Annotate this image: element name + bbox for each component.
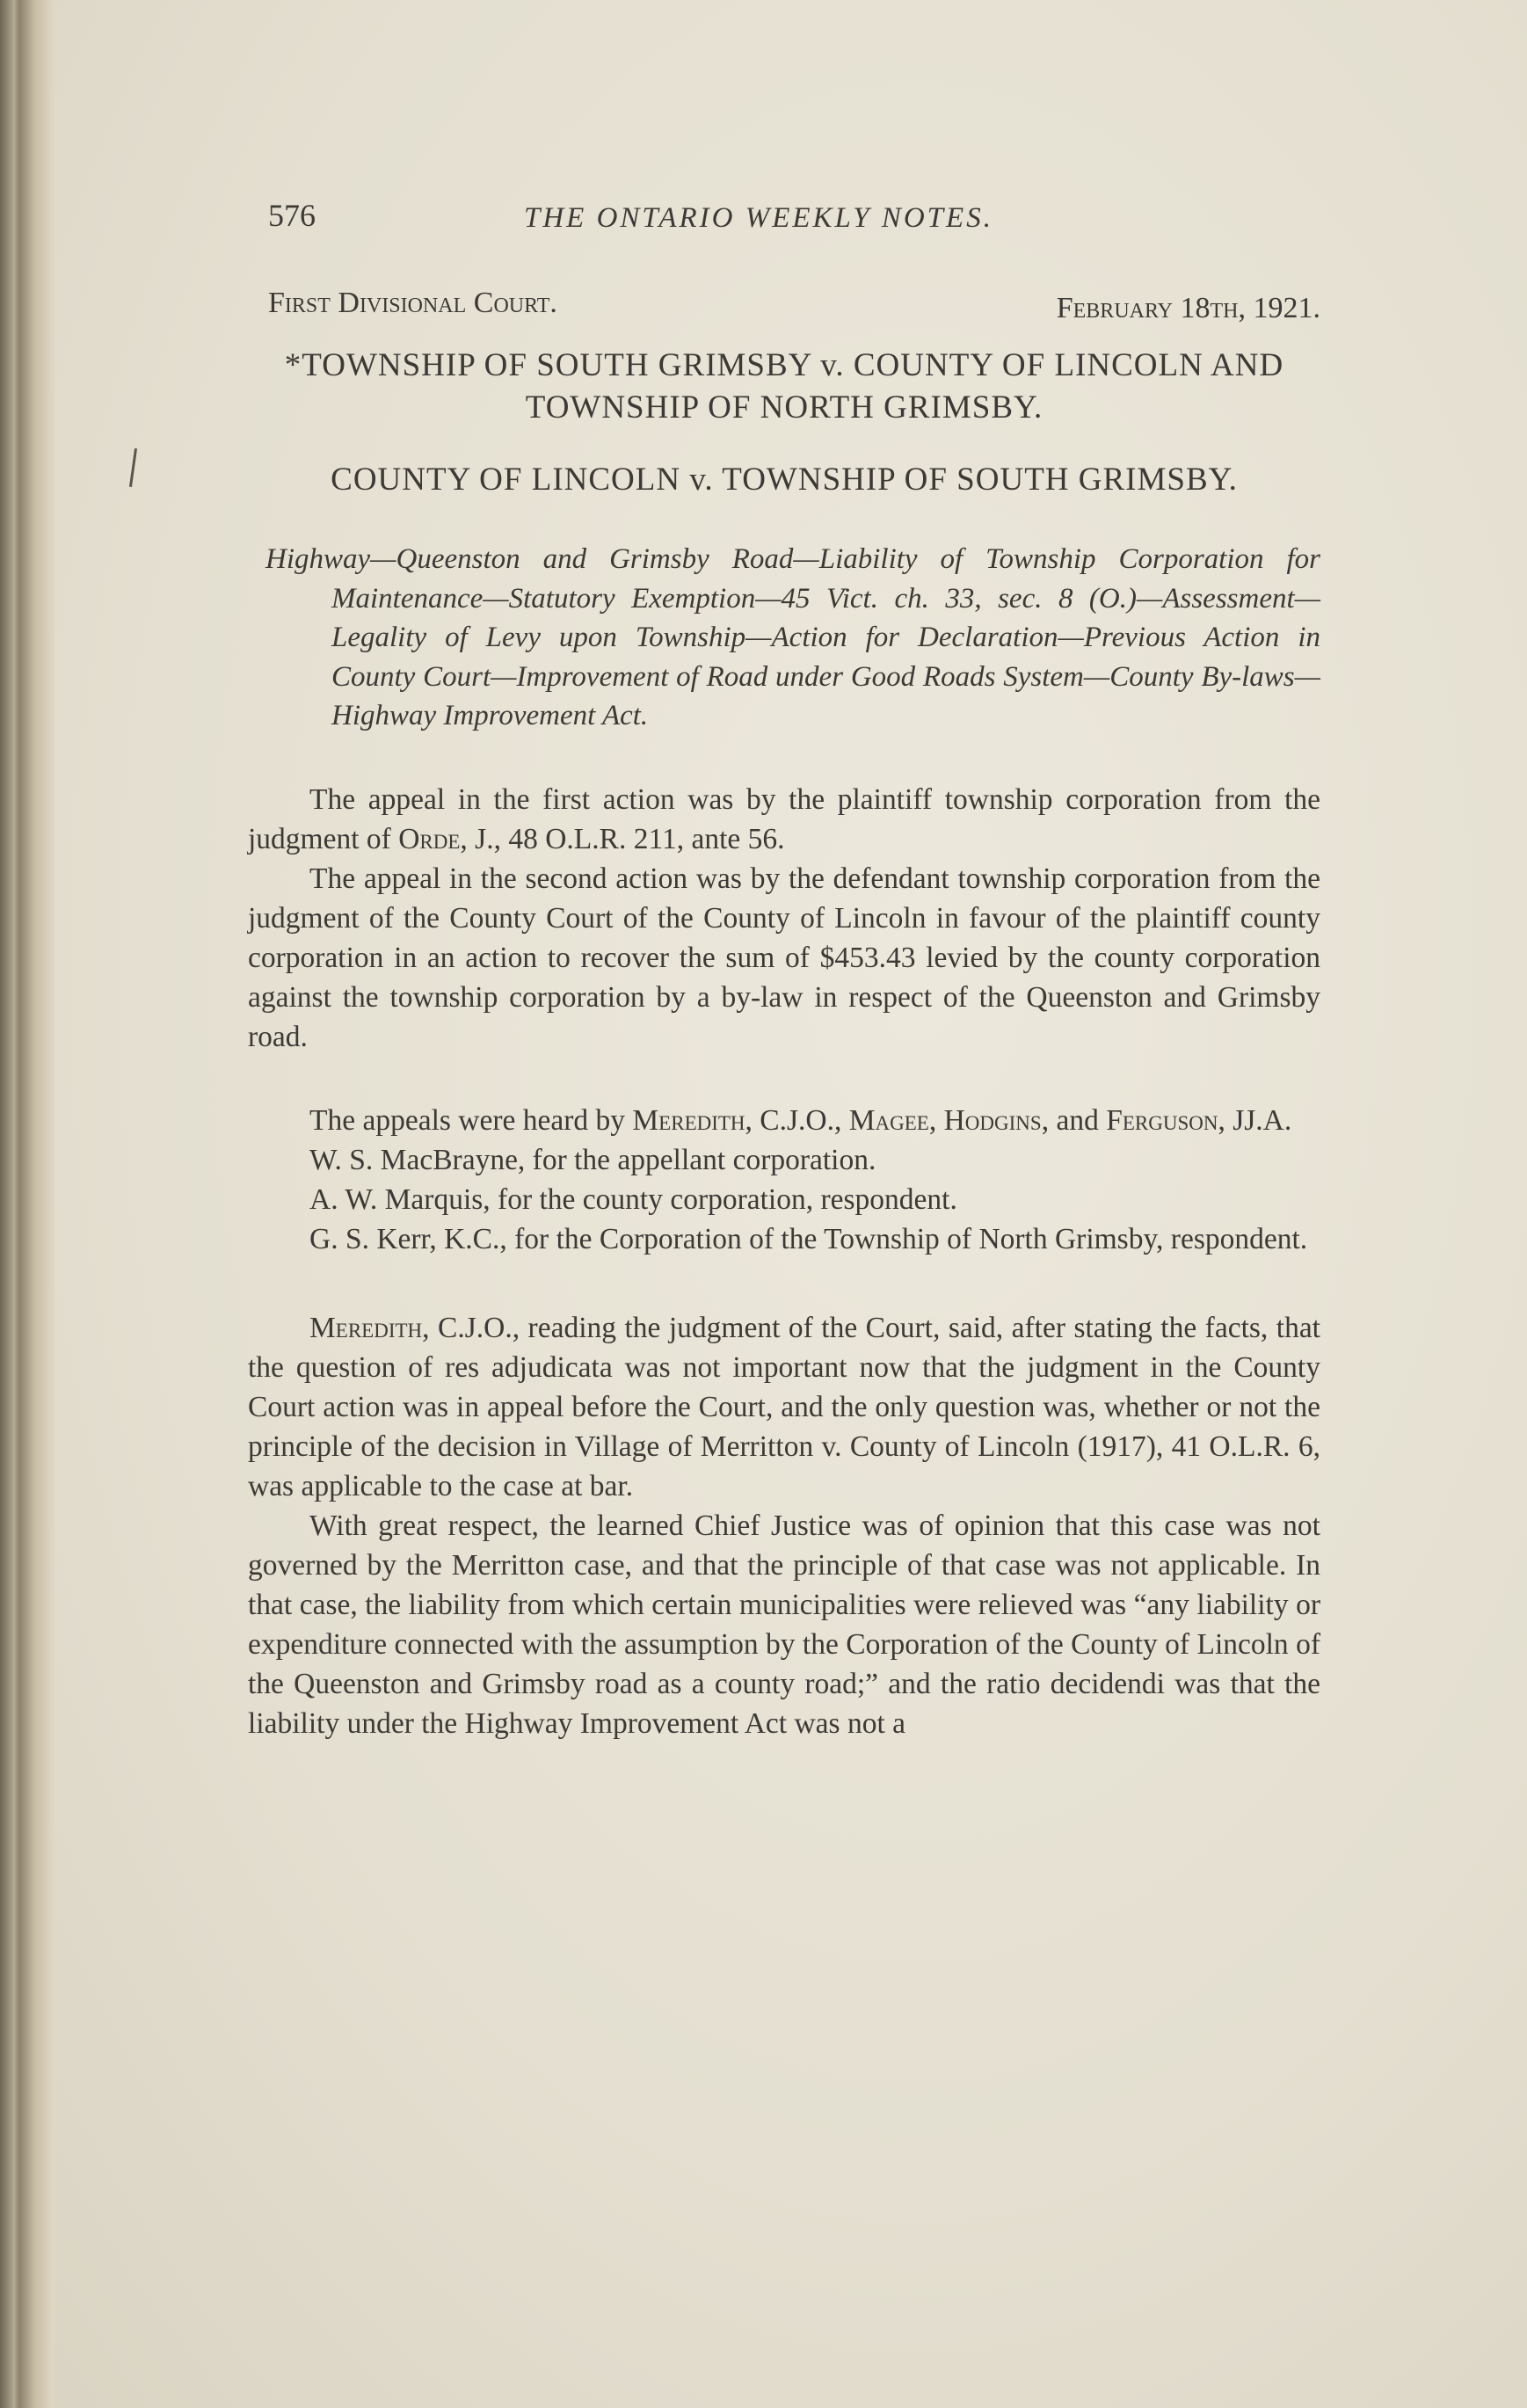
counsel-north-grimsby: G. S. Kerr, K.C., for the Corporation of the Township of North Grimsby, respondent. <box>309 1222 1308 1255</box>
judgment-date: February 18th, 1921. <box>1056 292 1320 324</box>
judge-name-orde: Orde <box>398 822 461 855</box>
heard-by-suffix: , JJ.A. <box>1218 1103 1292 1137</box>
judge-name-magee: Magee <box>848 1103 929 1137</box>
appeal-first-citation: , J., 48 O.L.R. 211, ante 56. <box>460 822 785 855</box>
judge-name-meredith: Meredith <box>632 1103 745 1137</box>
court-line <box>248 287 1320 336</box>
heard-by-paragraph <box>248 1101 1320 1140</box>
page-content <box>248 185 1320 1743</box>
judgment-paragraph-1 <box>248 1308 1320 1506</box>
judge-name-meredith-judgment: Meredith <box>309 1311 423 1344</box>
case-title-second: COUNTY OF LINCOLN v. TOWNSHIP OF SOUTH GRIMSBY. <box>331 462 1238 498</box>
counsel-county: A. W. Marquis, for the county corporation, respondent. <box>309 1182 957 1216</box>
judge-name-hodgins: Hodgins <box>943 1103 1042 1137</box>
journal-title: THE ONTARIO WEEKLY NOTES. <box>524 202 993 234</box>
appeal-first-text: The appeal in the first action was by the plaintiff township corporation from the judgment of <box>248 782 1320 855</box>
heard-by-sep-3: , and <box>1041 1103 1107 1137</box>
court-name: First Divisional Court. <box>268 287 557 319</box>
running-head <box>248 185 1320 237</box>
book-spine-edge <box>0 0 55 2408</box>
heard-by-sep-2: , <box>928 1103 944 1137</box>
headnote: Highway—Queenston and Grimsby Road—Liability of Township Corporation for Maintenance—Statutory Exemption—45 Vict. ch. 33, sec. 8 (O.)—Assessment—Legality of Levy upon Township—Action for Declaration—Previous Action in County Court—Improvement of Road under Good Roads System—County By-laws—Highway Improvement Act. <box>265 543 1320 731</box>
judgment-paragraph-2: With great respect, the learned Chief Justice was of opinion that this case was not governed by the Merritton case, and that the principle of that case was not applicable. In that case, the liability from which certain municipalities were relieved was “any liability or expenditure connected with the assumption by the Corporation of the County of Lincoln of the Queenston and Grimsby road as a county road;” and the ratio decidendi was that the liability under the Highway Improvement Act was not a <box>248 1509 1320 1740</box>
margin-pencil-mark <box>129 448 137 487</box>
page-number: 576 <box>268 198 316 233</box>
case-title-first: *TOWNSHIP OF SOUTH GRIMSBY v. COUNTY OF LINCOLN AND TOWNSHIP OF NORTH GRIMSBY. <box>284 347 1284 426</box>
judgment-paragraph-1-text: , C.J.O., reading the judgment of the Court, said, after stating the facts, that the question of res adjudicata was not important now that the judgment in the County Court action was in appeal before the Court, and the only question was, whether or not the principle of the decision in Village of Merritton v. County of Lincoln (1917), 41 O.L.R. 6, was applicable to the case at bar. <box>248 1311 1320 1502</box>
heard-by-sep-1: , C.J.O., <box>745 1103 849 1137</box>
appeal-second-paragraph: The appeal in the second action was by the defendant township corporation from the judgment of the County Court of the County of Lincoln in favour of the plaintiff county corporation in an action to recover the sum of $453.43 levied by the county corporation against the township corporation by a by-law in respect of the Queenston and Grimsby road. <box>248 862 1320 1053</box>
heard-by-text: The appeals were heard by <box>309 1103 633 1137</box>
judge-name-ferguson: Ferguson <box>1106 1103 1218 1137</box>
appeal-first-paragraph <box>248 780 1320 859</box>
counsel-appellant: W. S. MacBrayne, for the appellant corporation. <box>309 1143 876 1176</box>
